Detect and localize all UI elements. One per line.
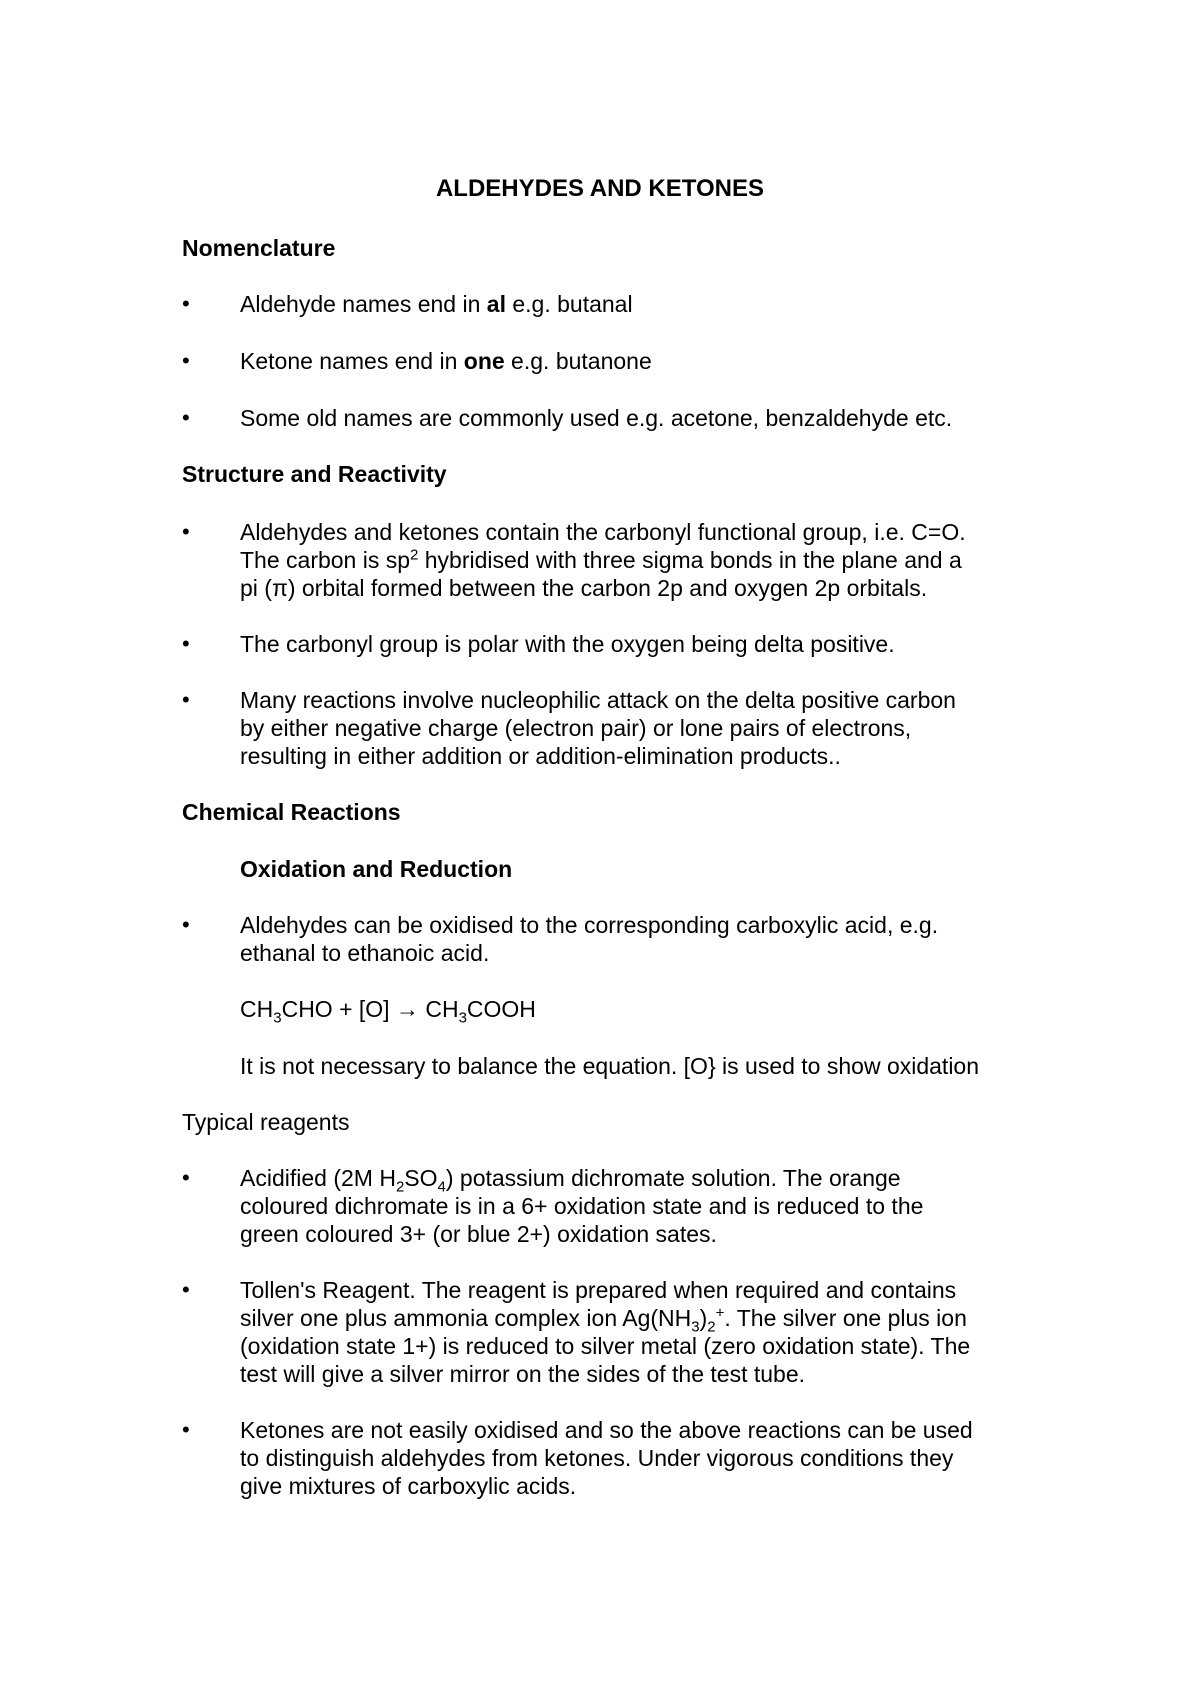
- list-item-line: [240, 1164, 901, 1196]
- nomenclature-heading: Nomenclature: [182, 235, 336, 261]
- text: e.g. butanone: [504, 348, 652, 374]
- reactions-heading: Chemical Reactions: [182, 799, 401, 825]
- text: silver one plus ammonia complex ion Ag(NH: [240, 1305, 692, 1331]
- list-item-line: give mixtures of carboxylic acids.: [240, 1473, 577, 1499]
- typical-reagents-label: Typical reagents: [182, 1109, 350, 1135]
- list-item: [240, 347, 652, 375]
- subscript: 4: [437, 1178, 446, 1196]
- bullet-icon: •: [182, 291, 190, 316]
- text: . The silver one plus ion: [724, 1305, 967, 1331]
- structure-heading: Structure and Reactivity: [182, 461, 447, 487]
- text: ): [699, 1305, 708, 1331]
- text: Ketone names end in: [240, 348, 464, 374]
- superscript: +: [715, 1304, 725, 1322]
- list-item-line: by either negative charge (electron pair) or lone pairs of electrons,: [240, 715, 912, 741]
- bullet-icon: •: [182, 912, 190, 937]
- bullet-icon: •: [182, 1165, 190, 1190]
- subscript: 3: [273, 1009, 282, 1027]
- bullet-icon: •: [182, 1277, 190, 1302]
- list-item-line: to distinguish aldehydes from ketones. Under vigorous conditions they: [240, 1445, 954, 1471]
- bullet-icon: •: [182, 631, 190, 656]
- list-item-line: test will give a silver mirror on the sides of the test tube.: [240, 1361, 806, 1387]
- equation-note: It is not necessary to balance the equation. [O} is used to show oxidation: [240, 1053, 980, 1079]
- bold-suffix: one: [463, 348, 505, 374]
- list-item: [240, 290, 633, 318]
- text: CH: [240, 996, 274, 1022]
- bullet-icon: •: [182, 519, 190, 544]
- bullet-icon: •: [182, 405, 190, 430]
- text: hybridised with three sigma bonds in the plane and a: [418, 547, 962, 573]
- list-item-line: green coloured 3+ (or blue 2+) oxidation sates.: [240, 1221, 717, 1247]
- list-item-line: Aldehydes and ketones contain the carbonyl functional group, i.e. C=O.: [240, 519, 966, 545]
- oxidation-subheading: Oxidation and Reduction: [240, 856, 513, 882]
- text: e.g. butanal: [505, 291, 633, 317]
- bullet-icon: •: [182, 1417, 190, 1442]
- text: CHO + [O] → CH: [281, 996, 459, 1022]
- page-title: ALDEHYDES AND KETONES: [435, 175, 765, 202]
- text: Aldehyde names end in: [240, 291, 487, 317]
- text: The carbon is sp: [240, 547, 411, 573]
- text: ) potassium dichromate solution. The orange: [445, 1165, 901, 1191]
- text: COOH: [466, 996, 536, 1022]
- text: SO: [404, 1165, 438, 1191]
- list-item-line: coloured dichromate is in a 6+ oxidation state and is reduced to the: [240, 1193, 924, 1219]
- subscript: 2: [395, 1178, 405, 1196]
- list-item-line: [240, 1304, 967, 1336]
- superscript: 2: [410, 546, 419, 564]
- list-item-line: resulting in either addition or addition-elimination products..: [240, 743, 841, 769]
- list-item-line: ethanal to ethanoic acid.: [240, 940, 490, 966]
- text: Acidified (2M H: [240, 1165, 396, 1191]
- list-item-line: (oxidation state 1+) is reduced to silver metal (zero oxidation state). The: [240, 1333, 971, 1359]
- list-item: The carbonyl group is polar with the oxygen being delta positive.: [240, 631, 895, 657]
- list-item-line: Many reactions involve nucleophilic attack on the delta positive carbon: [240, 687, 956, 713]
- list-item-line: pi (π) orbital formed between the carbon 2p and oxygen 2p orbitals.: [240, 575, 928, 601]
- oxidation-equation: [240, 995, 536, 1027]
- list-item-line: [240, 546, 962, 574]
- bold-suffix: al: [486, 291, 506, 317]
- bullet-icon: •: [182, 348, 190, 373]
- subscript: 2: [707, 1318, 716, 1336]
- list-item-line: Ketones are not easily oxidised and so the above reactions can be used: [240, 1417, 973, 1443]
- subscript: 3: [691, 1318, 700, 1336]
- bullet-icon: •: [182, 687, 190, 712]
- list-item-line: Tollen's Reagent. The reagent is prepared when required and contains: [240, 1277, 957, 1303]
- list-item-line: Aldehydes can be oxidised to the corresponding carboxylic acid, e.g.: [240, 912, 939, 938]
- list-item: Some old names are commonly used e.g. acetone, benzaldehyde etc.: [240, 405, 953, 431]
- subscript: 3: [458, 1009, 467, 1027]
